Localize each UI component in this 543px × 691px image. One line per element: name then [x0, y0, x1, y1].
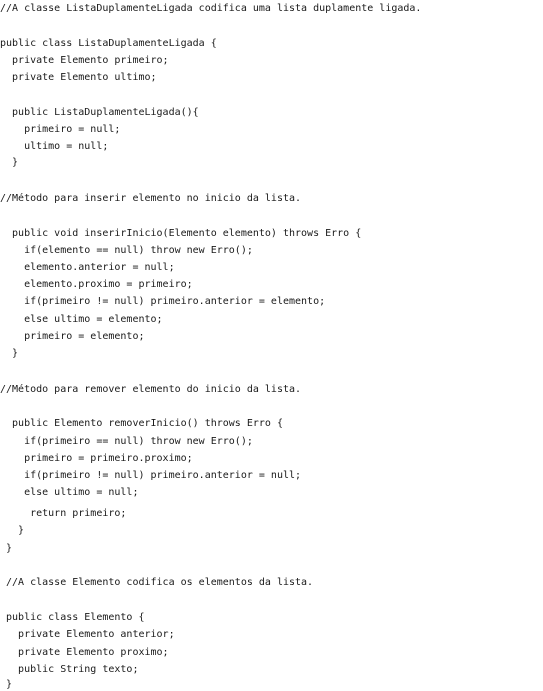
code-line: private Elemento primeiro;	[0, 55, 169, 66]
code-line: if(primeiro == null) throw new Erro();	[0, 436, 253, 447]
code-line: return primeiro;	[0, 508, 127, 519]
code-line: else ultimo = elemento;	[0, 314, 163, 325]
code-line: ultimo = null;	[0, 141, 109, 152]
code-line: private Elemento ultimo;	[0, 72, 157, 83]
code-line: }	[0, 679, 13, 690]
code-line: //A classe ListaDuplamenteLigada codifica uma lista duplamente ligada.	[0, 3, 422, 14]
code-line: //A classe Elemento codifica os elementos da lista.	[0, 577, 314, 588]
code-line: elemento.proximo = primeiro;	[0, 279, 193, 290]
code-line: if(primeiro != null) primeiro.anterior = null;	[0, 470, 302, 481]
code-line: primeiro = primeiro.proximo;	[0, 453, 193, 464]
code-line: public class Elemento {	[0, 612, 145, 623]
code-line: public String texto;	[0, 664, 139, 675]
code-line: primeiro = elemento;	[0, 331, 145, 342]
code-line: public ListaDuplamenteLigada(){	[0, 107, 199, 118]
code-line: if(primeiro != null) primeiro.anterior = elemento;	[0, 296, 326, 307]
code-line: }	[0, 525, 25, 536]
code-line: public void inserirInicio(Elemento elemento) throws Erro {	[0, 228, 362, 239]
code-line: public Elemento removerInicio() throws Erro {	[0, 418, 283, 429]
code-line: public class ListaDuplamenteLigada {	[0, 38, 217, 49]
code-line: }	[0, 543, 13, 554]
code-line: //Método para inserir elemento no inicio da lista.	[0, 193, 302, 204]
code-line: }	[0, 348, 19, 359]
code-line: //Método para remover elemento do inicio da lista.	[0, 384, 302, 395]
code-line: else ultimo = null;	[0, 487, 139, 498]
code-line: private Elemento anterior;	[0, 629, 175, 640]
code-line: private Elemento proximo;	[0, 647, 169, 658]
code-line: primeiro = null;	[0, 124, 121, 135]
code-line: if(elemento == null) throw new Erro();	[0, 245, 253, 256]
code-line: elemento.anterior = null;	[0, 262, 175, 273]
code-line: }	[0, 157, 19, 168]
